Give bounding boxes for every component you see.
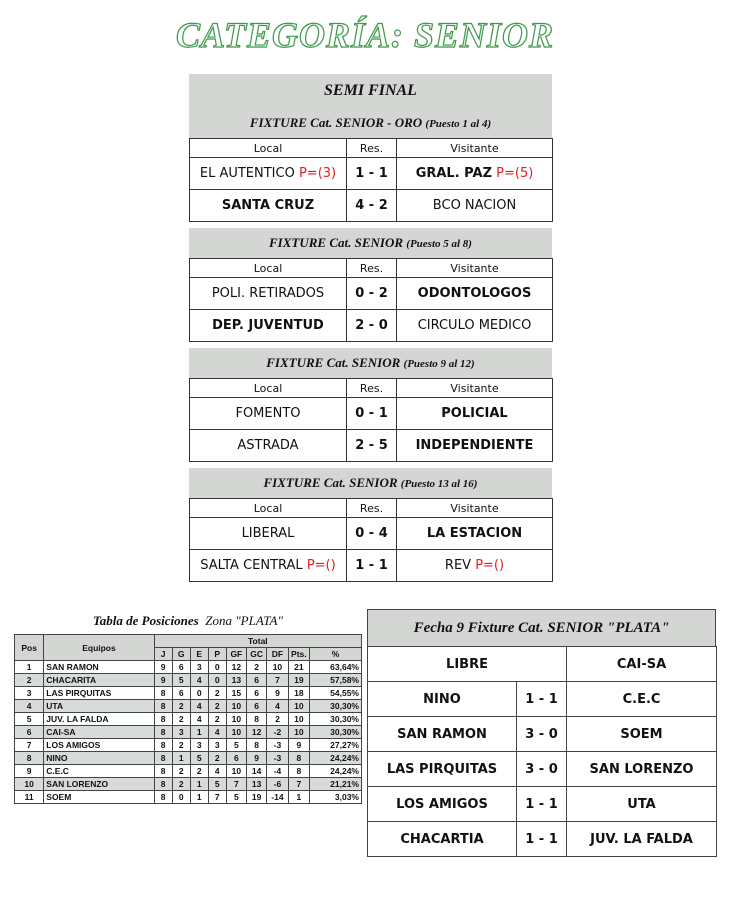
standings-cell: 2	[208, 713, 226, 726]
standings-cell: -2	[267, 726, 288, 739]
header-local: Local	[190, 499, 347, 518]
group-title-text: FIXTURE Cat. SENIOR	[266, 355, 401, 370]
match-result: 3 - 0	[517, 752, 567, 787]
standings-cell: 1	[172, 752, 190, 765]
header-local: Local	[190, 139, 347, 158]
header-visitante: Visitante	[397, 379, 553, 398]
visitor-team: ODONTOLOGOS	[417, 286, 532, 301]
standings-cell: 2	[172, 713, 190, 726]
standings-row	[15, 713, 362, 726]
visitor-penalty: P=(5)	[496, 166, 534, 181]
col-header: GC	[246, 648, 266, 661]
match-result: 3 - 0	[517, 717, 567, 752]
fecha9-match-row	[368, 682, 717, 717]
team-name: UTA	[44, 700, 154, 713]
local-team: NINO	[368, 682, 517, 717]
standings-cell: 5	[172, 674, 190, 687]
standings-cell: 10	[226, 765, 246, 778]
standings-cell: -14	[267, 791, 288, 804]
match-result: 0 - 2	[347, 278, 397, 310]
match-row	[190, 190, 553, 222]
standings-cell: 8	[154, 765, 172, 778]
group-subtitle: (Puesto 13 al 16)	[400, 478, 478, 490]
local-penalty: P=()	[306, 558, 336, 573]
col-pos: Pos	[15, 635, 44, 661]
col-header: %	[310, 648, 362, 661]
standings-cell: 9	[154, 674, 172, 687]
local-team-cell	[190, 550, 347, 582]
standings-cell: -4	[267, 765, 288, 778]
match-result: 4 - 2	[347, 190, 397, 222]
match-row	[190, 518, 553, 550]
fixture-header-row	[190, 139, 553, 158]
standings-cell: 2	[172, 700, 190, 713]
standings-cell: 0	[190, 687, 208, 700]
visitor-team: C.E.C	[567, 682, 717, 717]
fixture-table	[189, 498, 553, 582]
header-visitante: Visitante	[397, 259, 553, 278]
fixture-group-title	[189, 348, 552, 378]
standings-cell: 7	[267, 674, 288, 687]
standings-cell: 1	[190, 726, 208, 739]
standings-cell: 9	[15, 765, 44, 778]
standings-cell: 12	[226, 661, 246, 674]
visitor-team-cell	[397, 550, 553, 582]
standings-row	[15, 765, 362, 778]
standings-cell: 19	[246, 791, 266, 804]
col-equipos: Equipos	[44, 635, 154, 661]
standings-cell: 12	[246, 726, 266, 739]
standings-cell: 19	[288, 674, 309, 687]
match-result: 1 - 1	[347, 550, 397, 582]
standings-cell: 57,58%	[310, 674, 362, 687]
standings-row	[15, 726, 362, 739]
local-team: EL AUTENTICO	[199, 166, 295, 181]
standings-cell: 6	[246, 674, 266, 687]
standings-cell: 8	[15, 752, 44, 765]
local-team-cell	[190, 518, 347, 550]
standings-cell: 24,24%	[310, 765, 362, 778]
standings-cell: 18	[288, 687, 309, 700]
header-res: Res.	[347, 259, 397, 278]
team-name: SAN LORENZO	[44, 778, 154, 791]
header-local: Local	[190, 259, 347, 278]
standings-cell: 2	[208, 687, 226, 700]
local-team-cell	[190, 430, 347, 462]
standings-cell: 54,55%	[310, 687, 362, 700]
match-row	[190, 310, 553, 342]
local-team-cell	[190, 190, 347, 222]
semi-final-fixtures	[189, 74, 552, 582]
standings-cell: 9	[267, 687, 288, 700]
standings-cell: 3	[190, 661, 208, 674]
header-res: Res.	[347, 139, 397, 158]
local-team: LAS PIRQUITAS	[368, 752, 517, 787]
match-result: 2 - 5	[347, 430, 397, 462]
standings-cell: 0	[172, 791, 190, 804]
standings-cell: 8	[154, 700, 172, 713]
standings-cell: 6	[226, 752, 246, 765]
standings-cell: 5	[226, 791, 246, 804]
fecha9-match-row	[368, 787, 717, 822]
local-team: DEP. JUVENTUD	[212, 318, 324, 333]
fecha9-grid	[367, 646, 717, 857]
visitor-team-cell	[397, 430, 553, 462]
team-name: JUV. LA FALDA	[44, 713, 154, 726]
standings-cell: 1	[288, 791, 309, 804]
fecha9-fixture	[367, 609, 716, 857]
standings-cell: 0	[208, 661, 226, 674]
standings-cell: 9	[154, 661, 172, 674]
header-res: Res.	[347, 379, 397, 398]
header-local: Local	[190, 379, 347, 398]
standings-cell: 10	[226, 726, 246, 739]
standings-cell: -3	[267, 752, 288, 765]
standings-cell: 9	[246, 752, 266, 765]
local-team: LOS AMIGOS	[368, 787, 517, 822]
standings-row	[15, 778, 362, 791]
team-name: C.E.C	[44, 765, 154, 778]
standings-cell: 7	[226, 778, 246, 791]
standings-row	[15, 674, 362, 687]
match-result: 2 - 0	[347, 310, 397, 342]
standings-cell: 5	[208, 778, 226, 791]
standings-cell: -6	[267, 778, 288, 791]
visitor-team-cell	[397, 190, 553, 222]
group-title-text: FIXTURE Cat. SENIOR	[263, 475, 398, 490]
standings-row	[15, 791, 362, 804]
standings-cell: 9	[288, 739, 309, 752]
col-header: DF	[267, 648, 288, 661]
standings-cell: 10	[267, 661, 288, 674]
standings-cell: 4	[208, 726, 226, 739]
fixture-group-title	[189, 468, 552, 498]
standings-cell: 8	[154, 713, 172, 726]
standings-cell: 10	[226, 700, 246, 713]
standings-cell: 10	[288, 713, 309, 726]
visitor-team-cell	[397, 158, 553, 190]
standings-row	[15, 661, 362, 674]
standings-cell: 7	[15, 739, 44, 752]
libre-team: CAI-SA	[567, 647, 717, 682]
standings-cell: 1	[190, 778, 208, 791]
standings-cell: 6	[246, 700, 266, 713]
standings-cell: 8	[154, 791, 172, 804]
visitor-team: REV	[444, 558, 472, 573]
local-team-cell	[190, 310, 347, 342]
standings-cell: 10	[15, 778, 44, 791]
standings-row	[15, 687, 362, 700]
match-result: 1 - 1	[517, 682, 567, 717]
standings-cell: 6	[172, 687, 190, 700]
standings-cell: 1	[15, 661, 44, 674]
standings-cell: 27,27%	[310, 739, 362, 752]
match-row	[190, 158, 553, 190]
header-res: Res.	[347, 499, 397, 518]
standings-cell: -3	[267, 739, 288, 752]
visitor-team: JUV. LA FALDA	[567, 822, 717, 857]
standings-cell: 1	[190, 791, 208, 804]
fecha9-libre-row	[368, 647, 717, 682]
standings-cell: 15	[226, 687, 246, 700]
standings-row	[15, 739, 362, 752]
standings-cell: 13	[226, 674, 246, 687]
standings-cell: 30,30%	[310, 713, 362, 726]
standings-cell: 2	[172, 765, 190, 778]
standings-cell: 3	[190, 739, 208, 752]
visitor-team-cell	[397, 310, 553, 342]
standings-cell: 10	[226, 713, 246, 726]
group-title-text: FIXTURE Cat. SENIOR - ORO	[249, 115, 423, 130]
libre-label: LIBRE	[368, 647, 567, 682]
fixture-header-row	[190, 499, 553, 518]
fixture-table	[189, 258, 553, 342]
standings-cell: 13	[246, 778, 266, 791]
fixture-groups	[189, 108, 552, 582]
match-row	[190, 398, 553, 430]
standings-cell: 6	[15, 726, 44, 739]
visitor-team: SOEM	[567, 717, 717, 752]
team-name: CHACARITA	[44, 674, 154, 687]
standings-zone: Zona "PLATA"	[205, 613, 283, 628]
team-name: CAI-SA	[44, 726, 154, 739]
col-header: GF	[226, 648, 246, 661]
visitor-team-cell	[397, 398, 553, 430]
standings-cell: 2	[15, 674, 44, 687]
standings-cell: 8	[154, 726, 172, 739]
visitor-team: GRAL. PAZ	[415, 166, 492, 181]
standings-cell: 5	[15, 713, 44, 726]
local-team: POLI. RETIRADOS	[211, 286, 325, 301]
col-header: G	[172, 648, 190, 661]
standings-cell: 8	[288, 752, 309, 765]
header-visitante: Visitante	[397, 139, 553, 158]
local-team: LIBERAL	[241, 526, 295, 541]
standings-cell: 2	[246, 661, 266, 674]
team-name: LOS AMIGOS	[44, 739, 154, 752]
fixture-table	[189, 138, 553, 222]
fecha9-match-row	[368, 822, 717, 857]
standings-cell: 7	[208, 791, 226, 804]
standings-cell: 21	[288, 661, 309, 674]
standings-cell: 5	[190, 752, 208, 765]
local-team-cell	[190, 398, 347, 430]
standings-cell: 21,21%	[310, 778, 362, 791]
standings-cell: 8	[154, 778, 172, 791]
local-team: FOMENTO	[235, 406, 301, 421]
standings-table	[14, 608, 362, 804]
visitor-team-cell	[397, 278, 553, 310]
match-result: 1 - 1	[517, 787, 567, 822]
col-header: Pts.	[288, 648, 309, 661]
local-penalty: P=(3)	[298, 166, 337, 181]
col-header: J	[154, 648, 172, 661]
group-subtitle: (Puesto 5 al 8)	[406, 238, 472, 250]
standings-cell: 3,03%	[310, 791, 362, 804]
standings-cell: 5	[226, 739, 246, 752]
match-row	[190, 550, 553, 582]
fecha9-title: Fecha 9 Fixture Cat. SENIOR "PLATA"	[367, 609, 716, 646]
standings-cell: 14	[246, 765, 266, 778]
standings-row	[15, 752, 362, 765]
standings-cell: 4	[15, 700, 44, 713]
standings-title: Tabla de Posiciones	[93, 613, 199, 628]
match-result: 1 - 1	[347, 158, 397, 190]
standings-cell: 2	[208, 700, 226, 713]
visitor-team: POLICIAL	[441, 406, 508, 421]
match-result: 0 - 4	[347, 518, 397, 550]
col-header: E	[190, 648, 208, 661]
fecha9-match-row	[368, 752, 717, 787]
standings-row	[15, 700, 362, 713]
standings-cell: 6	[172, 661, 190, 674]
standings-cell: 7	[288, 778, 309, 791]
match-result: 1 - 1	[517, 822, 567, 857]
standings-cell: 4	[190, 700, 208, 713]
match-result: 0 - 1	[347, 398, 397, 430]
visitor-team: LA ESTACION	[426, 526, 523, 541]
standings-cell: 30,30%	[310, 726, 362, 739]
fixture-table	[189, 378, 553, 462]
standings-cell: 10	[288, 726, 309, 739]
local-team-cell	[190, 158, 347, 190]
local-team: SANTA CRUZ	[221, 198, 315, 213]
standings-caption	[14, 608, 362, 634]
standings-cell: 8	[288, 765, 309, 778]
standings-cell: 8	[154, 687, 172, 700]
standings-cell: 4	[267, 700, 288, 713]
standings-cell: 0	[208, 674, 226, 687]
semi-final-heading: SEMI FINAL	[189, 74, 552, 108]
standings-cell: 8	[154, 752, 172, 765]
visitor-team: CIRCULO MEDICO	[417, 318, 532, 333]
standings-cell: 30,30%	[310, 700, 362, 713]
team-name: SOEM	[44, 791, 154, 804]
standings-cell: 11	[15, 791, 44, 804]
col-header: P	[208, 648, 226, 661]
local-team-cell	[190, 278, 347, 310]
standings-cell: 8	[154, 739, 172, 752]
standings-cell: 3	[208, 739, 226, 752]
fixture-header-row	[190, 259, 553, 278]
group-subtitle: (Puesto 9 al 12)	[403, 358, 475, 370]
fixture-group-title	[189, 228, 552, 258]
group-title-text: FIXTURE Cat. SENIOR	[269, 235, 404, 250]
team-name: LAS PIRQUITAS	[44, 687, 154, 700]
visitor-team: UTA	[567, 787, 717, 822]
fixture-header-row	[190, 379, 553, 398]
standings-grid	[14, 634, 362, 804]
visitor-team: SAN LORENZO	[567, 752, 717, 787]
standings-cell: 24,24%	[310, 752, 362, 765]
team-name: NINO	[44, 752, 154, 765]
standings-cell: 2	[267, 713, 288, 726]
fecha9-match-row	[368, 717, 717, 752]
standings-cell: 2	[172, 778, 190, 791]
standings-cell: 4	[208, 765, 226, 778]
standings-cell: 3	[172, 726, 190, 739]
visitor-team: INDEPENDIENTE	[415, 438, 534, 453]
standings-cell: 63,64%	[310, 661, 362, 674]
visitor-team: BCO NACION	[432, 198, 517, 213]
standings-cell: 2	[190, 765, 208, 778]
team-name: SAN RAMON	[44, 661, 154, 674]
local-team: SAN RAMON	[368, 717, 517, 752]
col-total: Total	[154, 635, 361, 648]
match-row	[190, 278, 553, 310]
standings-cell: 3	[15, 687, 44, 700]
standings-cell: 6	[246, 687, 266, 700]
local-team: ASTRADA	[237, 438, 299, 453]
header-visitante: Visitante	[397, 499, 553, 518]
standings-cell: 8	[246, 713, 266, 726]
visitor-team-cell	[397, 518, 553, 550]
standings-cell: 8	[246, 739, 266, 752]
standings-cell: 4	[190, 674, 208, 687]
standings-cell: 4	[190, 713, 208, 726]
local-team: CHACARTIA	[368, 822, 517, 857]
local-team: SALTA CENTRAL	[200, 558, 303, 573]
fixture-group-title	[189, 108, 552, 138]
standings-cell: 10	[288, 700, 309, 713]
group-subtitle: (Puesto 1 al 4)	[425, 118, 492, 130]
page-title: CATEGORÍA: SENIOR	[175, 15, 555, 55]
standings-cell: 2	[172, 739, 190, 752]
visitor-penalty: P=()	[475, 558, 505, 573]
match-row	[190, 430, 553, 462]
standings-cell: 2	[208, 752, 226, 765]
